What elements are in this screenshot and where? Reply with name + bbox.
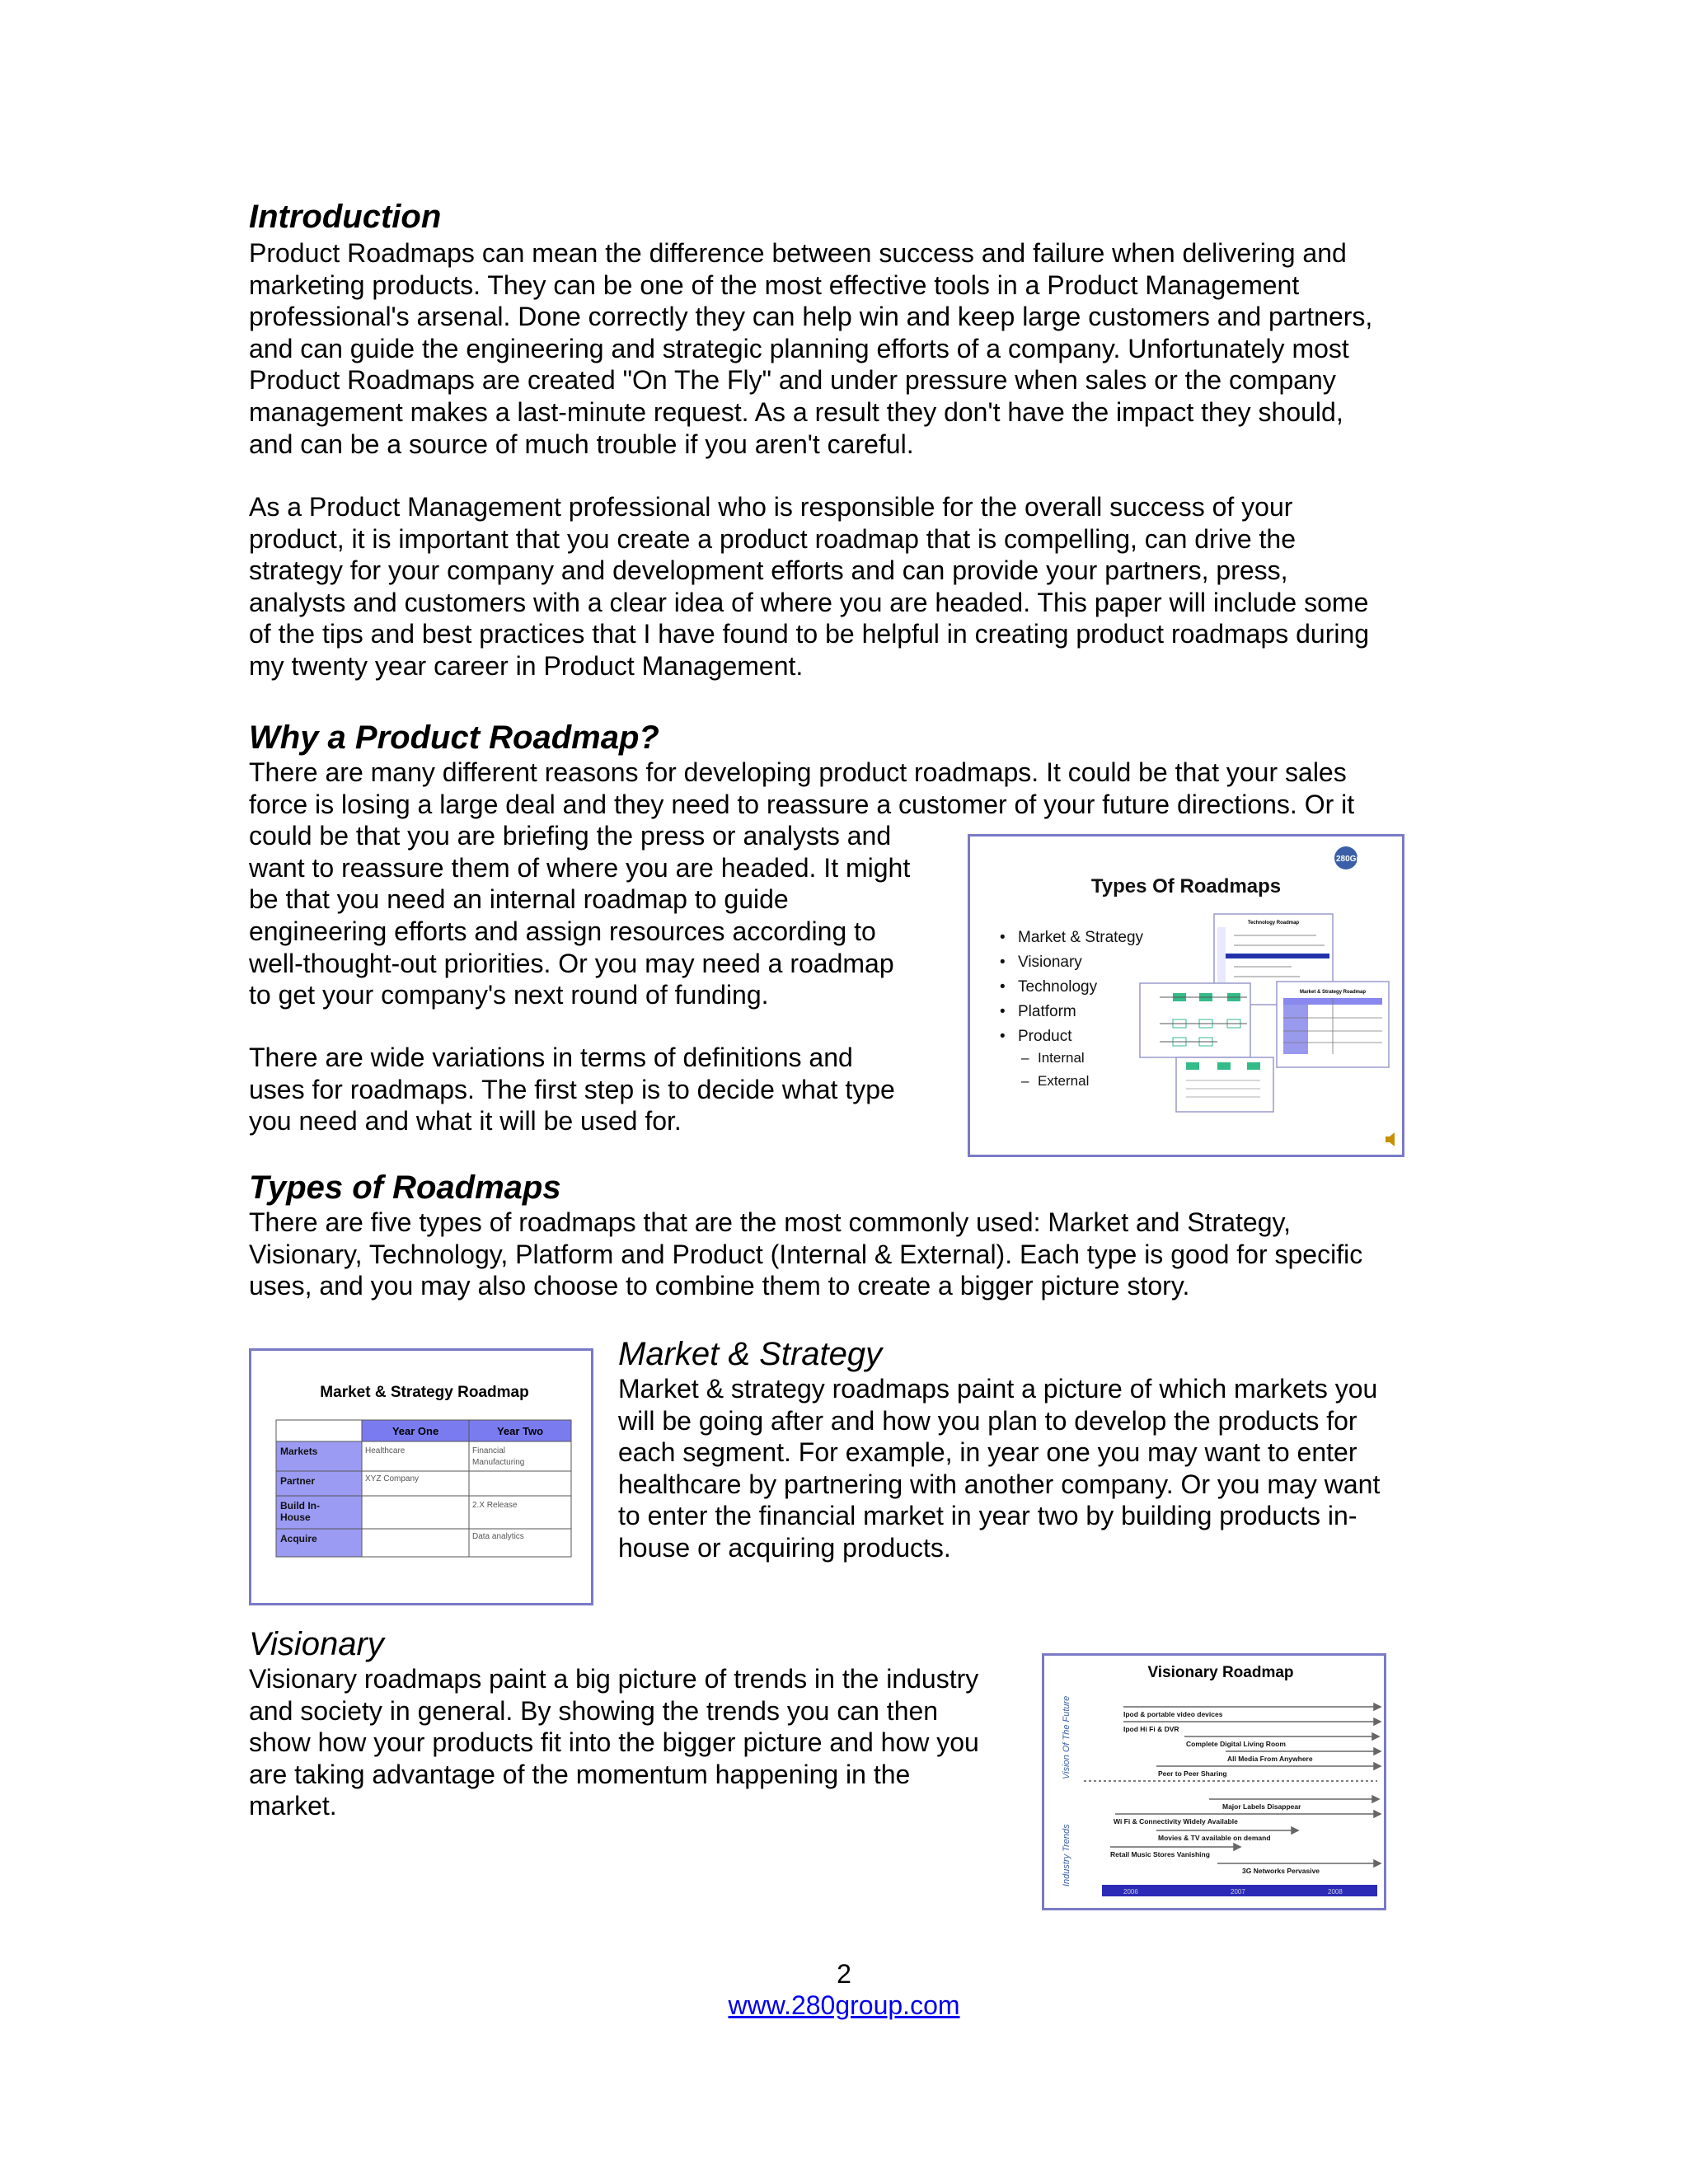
ms-col-year-one: Year One xyxy=(392,1425,439,1437)
market-strategy-table-graphic xyxy=(251,1351,591,1603)
ms-figure-title: Market & Strategy Roadmap xyxy=(320,1384,529,1401)
side-label-vision: Vision Of The Future xyxy=(1062,1695,1071,1779)
bullet-dot: • xyxy=(1000,978,1006,996)
visionary-roadmap-figure xyxy=(1042,1653,1386,1910)
text-line: could be that you are briefing the press or analysts and xyxy=(249,821,892,851)
ms-cell-financial: Financial xyxy=(472,1446,506,1455)
bullet-market-strategy: Market & Strategy xyxy=(1018,929,1144,946)
text-line: professional's arsenal. Done correctly they can help win and keep large customers and partners, xyxy=(249,302,1373,332)
ms-cell-data-analytics: Data analytics xyxy=(472,1532,524,1541)
text-line: force is losing a large deal and they need to reassure a customer of your future directions. Or it xyxy=(249,789,1355,819)
sub-bullet-dash: – xyxy=(1021,1073,1029,1089)
bullet-dot: • xyxy=(1000,1003,1006,1020)
bullet-visionary: Visionary xyxy=(1018,954,1082,971)
types-slide-title: Types Of Roadmaps xyxy=(1090,875,1282,898)
future-item: Complete Digital Living Room xyxy=(1186,1740,1286,1748)
text-line: of the tips and best practices that I have found to be helpful in creating product roadmaps during xyxy=(249,619,1370,649)
text-line: marketing products. They can be one of the most effective tools in a Product Management xyxy=(249,269,1300,300)
ms-cell-release: 2.X Release xyxy=(472,1501,518,1510)
text-line: house or acquiring products. xyxy=(618,1532,951,1563)
types-heading: Types of Roadmaps xyxy=(249,1169,561,1206)
text-line: There are many different reasons for developing product roadmaps. It could be that your sales xyxy=(249,757,1347,787)
ms-row-acquire: Acquire xyxy=(280,1533,317,1544)
text-line: and can guide the engineering and strategic planning efforts of a company. Unfortunately most xyxy=(249,333,1349,363)
bullet-product: Product xyxy=(1018,1028,1072,1045)
future-item: Ipod Hi Fi & DVR xyxy=(1123,1725,1179,1733)
visionary-paragraph xyxy=(249,1663,979,1822)
text-line: well-thought-out priorities. Or you may need a roadmap xyxy=(249,948,894,978)
text-line: management makes a last-minute request. As a result they don't have the impact they should, xyxy=(249,396,1343,427)
year-label: 2006 xyxy=(1123,1888,1138,1896)
types-of-roadmaps-figure xyxy=(968,834,1404,1157)
text-line: Visionary roadmaps paint a big picture of trends in the industry xyxy=(249,1664,979,1694)
text-line: healthcare by partnering with another company. Or you may want xyxy=(618,1469,1381,1499)
logo-text: 280Group xyxy=(1336,855,1375,864)
trend-item: Movies & TV available on demand xyxy=(1158,1834,1271,1842)
page-number: 2 xyxy=(837,1959,851,1989)
trend-item: Wi Fi & Connectivity Widely Available xyxy=(1114,1817,1238,1825)
visionary-figure-title: Visionary Roadmap xyxy=(1147,1664,1294,1681)
text-line: are taking advantage of the momentum happening in the xyxy=(249,1759,911,1789)
text-line: engineering efforts and assign resources according to xyxy=(249,916,876,946)
why-paragraph-2 xyxy=(249,1042,895,1137)
text-line: will be going after and how you plan to develop the products for xyxy=(618,1405,1357,1436)
text-line: strategy for your company and development efforts and can provide your partners, press, xyxy=(249,555,1288,586)
text-line: uses for roadmaps. The first step is to decide what type xyxy=(249,1074,895,1104)
market-strategy-heading: Market & Strategy xyxy=(618,1336,883,1372)
sub-bullet-dash: – xyxy=(1021,1050,1029,1066)
ms-row-markets: Markets xyxy=(280,1446,318,1457)
bullet-platform: Platform xyxy=(1018,1003,1076,1020)
introduction-paragraph-1 xyxy=(249,237,1372,460)
sub-bullet-external: External xyxy=(1038,1073,1090,1089)
why-roadmap-heading: Why a Product Roadmap? xyxy=(249,719,659,756)
ms-row-partner: Partner xyxy=(280,1475,316,1487)
introduction-heading: Introduction xyxy=(249,199,442,235)
trend-item: Major Labels Disappear xyxy=(1222,1802,1301,1811)
year-label: 2008 xyxy=(1328,1888,1343,1896)
text-line: As a Product Management professional who is responsible for the overall success of your xyxy=(249,492,1293,522)
mini-tech-title: Technology Roadmap xyxy=(1247,921,1300,926)
types-slide-graphic xyxy=(970,837,1402,1155)
ms-col-year-two: Year Two xyxy=(496,1425,544,1437)
text-line: uses, and you may also choose to combine them to create a bigger picture story. xyxy=(249,1271,1190,1301)
bullet-dot: • xyxy=(1000,954,1006,971)
text-line: my twenty year career in Product Management. xyxy=(249,650,804,681)
text-line: There are wide variations in terms of definitions and xyxy=(249,1043,853,1072)
text-line: be that you need an internal roadmap to guide xyxy=(249,884,789,915)
text-line: want to reassure them of where you are headed. It might xyxy=(249,852,911,883)
trend-item: Retail Music Stores Vanishing xyxy=(1110,1850,1210,1858)
bullet-dot: • xyxy=(1000,1028,1006,1045)
text-line: Market & strategy roadmaps paint a picture of which markets you xyxy=(618,1374,1378,1404)
text-line: Product Roadmaps can mean the difference between success and failure when delivering and xyxy=(249,238,1347,268)
future-item: Peer to Peer Sharing xyxy=(1158,1769,1227,1778)
text-line: show how your products fit into the bigger picture and how you xyxy=(249,1727,979,1758)
ms-cell-manufacturing: Manufacturing xyxy=(472,1458,525,1467)
website-link[interactable]: www.280group.com xyxy=(728,1990,960,2020)
future-item: All Media From Anywhere xyxy=(1227,1755,1313,1763)
market-strategy-figure xyxy=(249,1348,593,1605)
text-line: analysts and customers with a clear idea of where you are headed. This paper will include some xyxy=(249,587,1369,617)
text-line: and society in general. By showing the trends you can then xyxy=(249,1695,939,1726)
mini-roadmap-thumbnails xyxy=(1140,914,1389,1112)
text-line: There are five types of roadmaps that are the most commonly used: Market and Strategy, xyxy=(249,1207,1291,1237)
text-line: Visionary, Technology, Platform and Product (Internal & External). Each type is good for specific xyxy=(249,1239,1363,1269)
text-line: you need and what it will be used for. xyxy=(249,1106,682,1137)
speaker-icon xyxy=(1386,1132,1395,1146)
text-line: market. xyxy=(249,1791,337,1821)
ms-row-build-in-house-cont: House xyxy=(280,1511,311,1523)
sub-bullet-internal: Internal xyxy=(1038,1050,1085,1066)
mini-ms-title: Market & Strategy Roadmap xyxy=(1299,990,1367,995)
types-paragraph xyxy=(249,1207,1362,1302)
visionary-heading: Visionary xyxy=(249,1626,384,1662)
text-line: and can be a source of much trouble if you aren't careful. xyxy=(249,429,914,459)
footer-link-wrapper xyxy=(0,1990,1688,2022)
ms-cell-xyz: XYZ Company xyxy=(365,1474,420,1483)
text-line: product, it is important that you create a product roadmap that is compelling, can drive the xyxy=(249,523,1296,554)
ms-cell-healthcare: Healthcare xyxy=(365,1446,406,1455)
introduction-paragraph-2 xyxy=(249,491,1369,682)
bullet-technology: Technology xyxy=(1018,978,1098,996)
future-item: Ipod & portable video devices xyxy=(1123,1710,1223,1718)
visionary-roadmap-graphic xyxy=(1044,1656,1384,1908)
ms-row-build-in-house: Build In- xyxy=(280,1500,320,1511)
text-line: Product Roadmaps are created "On The Fly" and under pressure when sales or the company xyxy=(249,365,1336,396)
bullet-dot: • xyxy=(1000,929,1006,946)
text-line: each segment. For example, in year one you may want to enter xyxy=(618,1437,1357,1468)
year-label: 2007 xyxy=(1231,1888,1245,1896)
side-label-trends: Industry Trends xyxy=(1062,1824,1071,1886)
market-strategy-paragraph xyxy=(618,1373,1380,1564)
text-line: to get your company's next round of funding. xyxy=(249,980,769,1010)
trend-item: 3G Networks Pervasive xyxy=(1242,1867,1320,1875)
text-line: to enter the financial market in year two by building products in- xyxy=(618,1501,1357,1531)
